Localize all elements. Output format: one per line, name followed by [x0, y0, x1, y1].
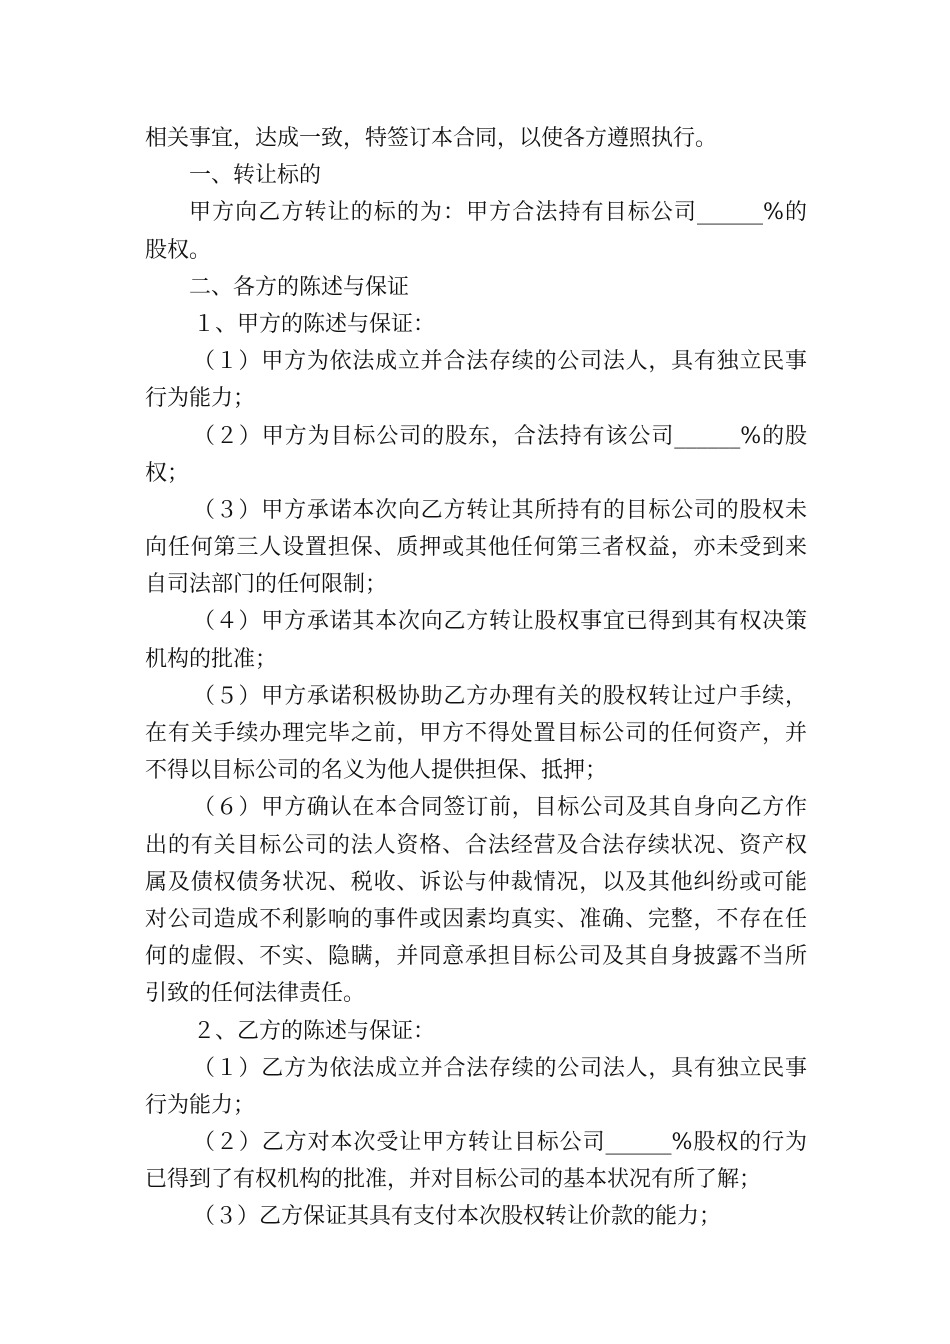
paragraph-line: 权； [145, 460, 190, 486]
paragraph-line: （２）乙方对本次受让甲方转让目标公司______%股权的行为 [193, 1130, 807, 1156]
paragraph-line: 行为能力； [145, 386, 256, 412]
subsection-heading-party-b: ２、乙方的陈述与保证： [193, 1018, 436, 1044]
paragraph-line: 引致的任何法律责任。 [145, 981, 366, 1007]
paragraph-line: 自司法部门的任何限制； [145, 572, 388, 598]
section-heading-transfer-object: 一、转让标的 [189, 163, 322, 189]
document-body [145, 120, 807, 1236]
section-heading-representations: 二、各方的陈述与保证 [189, 274, 410, 300]
paragraph-line: 属及债权债务状况、税收、诉讼与仲裁情况，以及其他纠纷或可能 [145, 869, 807, 895]
paragraph-line: 已得到了有权机构的批准，并对目标公司的基本状况有所了解； [145, 1167, 762, 1193]
paragraph-line: （３）甲方承诺本次向乙方转让其所持有的目标公司的股权未 [193, 497, 807, 523]
paragraph-line: 何的虚假、不实、隐瞒，并同意承担目标公司及其自身披露不当所 [145, 944, 807, 970]
paragraph-line: 在有关手续办理完毕之前，甲方不得处置目标公司的任何资产，并 [145, 721, 807, 746]
paragraph-line: 机构的批准； [145, 646, 278, 672]
paragraph-line: （６）甲方确认在本合同签订前，目标公司及其自身向乙方作 [193, 795, 807, 821]
paragraph-line: 相关事宜，达成一致，特签订本合同，以使各方遵照执行。 [145, 126, 718, 151]
paragraph-line: （４）甲方承诺其本次向乙方转让股权事宜已得到其有权决策 [193, 609, 807, 635]
paragraph-line: 向任何第三人设置担保、质押或其他任何第三者权益，亦未受到来 [145, 535, 807, 561]
paragraph-line: （１）甲方为依法成立并合法存续的公司法人，具有独立民事 [193, 349, 807, 375]
paragraph-line: （５）甲方承诺积极协助乙方办理有关的股权转让过户手续， [193, 683, 807, 709]
paragraph-line: 股权。 [145, 237, 212, 263]
paragraph-line: 行为能力； [145, 1092, 256, 1118]
paragraph-line: 出的有关目标公司的法人资格、合法经营及合法存续状况、资产权 [145, 832, 807, 858]
paragraph-line: （１）乙方为依法成立并合法存续的公司法人，具有独立民事 [193, 1055, 807, 1081]
paragraph-line: 甲方向乙方转让的标的为：甲方合法持有目标公司______%的 [189, 200, 807, 226]
paragraph-line: （３）乙方保证其具有支付本次股权转让价款的能力； [193, 1204, 722, 1230]
paragraph-line: （２）甲方为目标公司的股东，合法持有该公司______%的股 [193, 423, 807, 449]
subsection-heading-party-a: １、甲方的陈述与保证： [193, 311, 436, 337]
paragraph-line: 不得以目标公司的名义为他人提供担保、抵押； [145, 758, 608, 784]
paragraph-line: 对公司造成不利影响的事件或因素均真实、准确、完整，不存在任 [145, 906, 807, 932]
